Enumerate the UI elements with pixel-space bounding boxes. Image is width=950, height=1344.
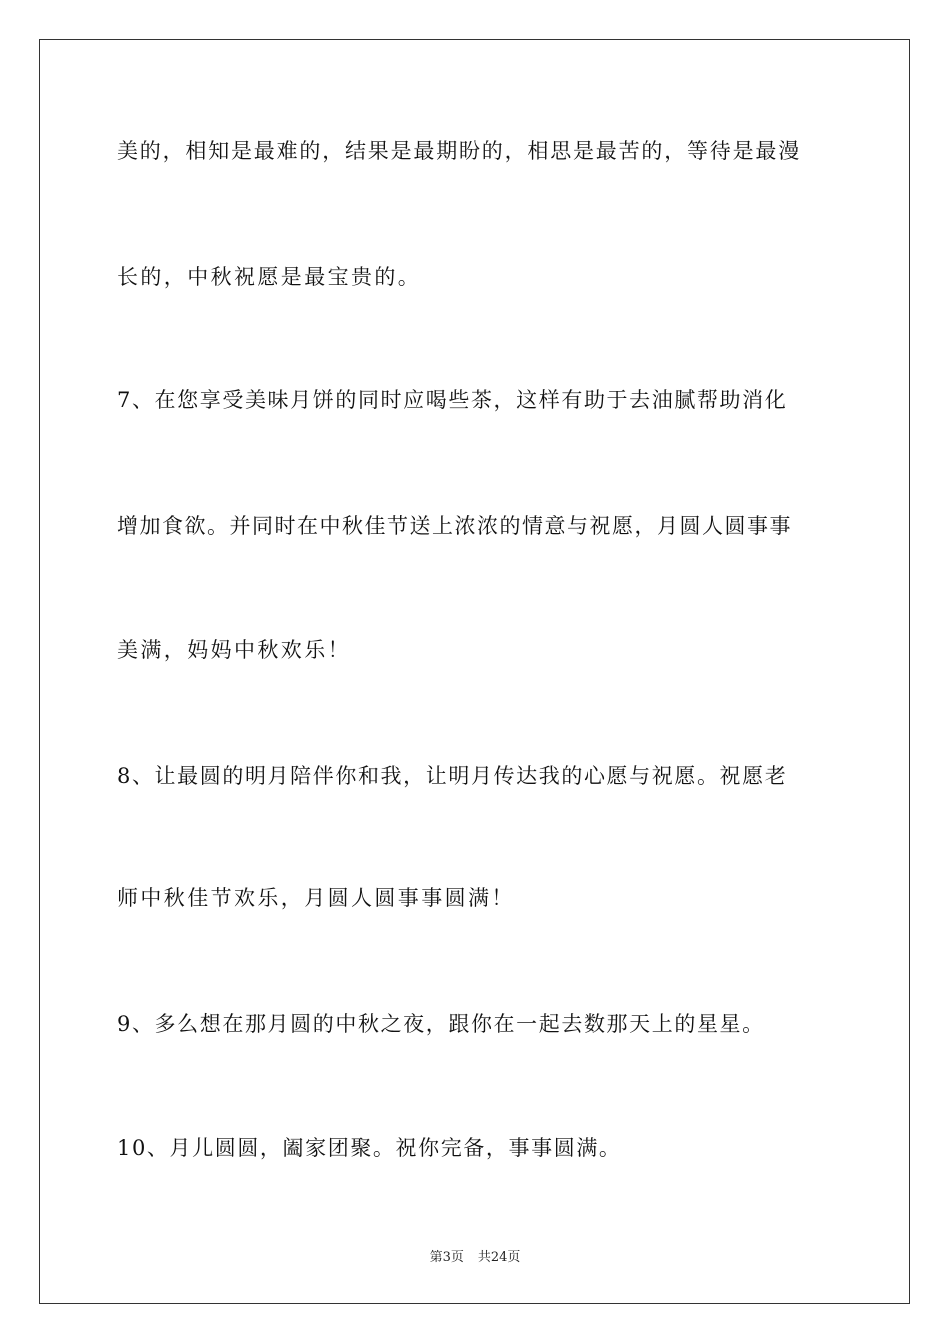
body-text-line: 长的，中秋祝愿是最宝贵的。 bbox=[117, 265, 422, 289]
body-text-line: 9、多么想在那月圆的中秋之夜，跟你在一起去数那天上的星星。 bbox=[117, 1012, 765, 1036]
body-text-line: 7、在您享受美味月饼的同时应喝些茶，这样有助于去油腻帮助消化 bbox=[117, 388, 788, 412]
body-text-line: 美满，妈妈中秋欢乐！ bbox=[117, 638, 351, 662]
body-text-line: 8、让最圆的明月陪伴你和我，让明月传达我的心愿与祝愿。祝愿老 bbox=[117, 764, 788, 788]
body-text-line: 增加食欲。并同时在中秋佳节送上浓浓的情意与祝愿，月圆人圆事事 bbox=[117, 514, 792, 538]
body-text-line: 美的，相知是最难的，结果是最期盼的，相思是最苦的，等待是最漫 bbox=[117, 139, 801, 163]
body-text-line: 师中秋佳节欢乐，月圆人圆事事圆满！ bbox=[117, 886, 515, 910]
total-page-count: 共24页 bbox=[477, 1250, 521, 1265]
body-text-line: 10、月儿圆圆，阖家团聚。祝你完备，事事圆满。 bbox=[117, 1136, 622, 1160]
page-footer bbox=[0, 1249, 950, 1267]
page-frame bbox=[39, 39, 910, 1304]
current-page-number: 第3页 bbox=[429, 1250, 464, 1265]
